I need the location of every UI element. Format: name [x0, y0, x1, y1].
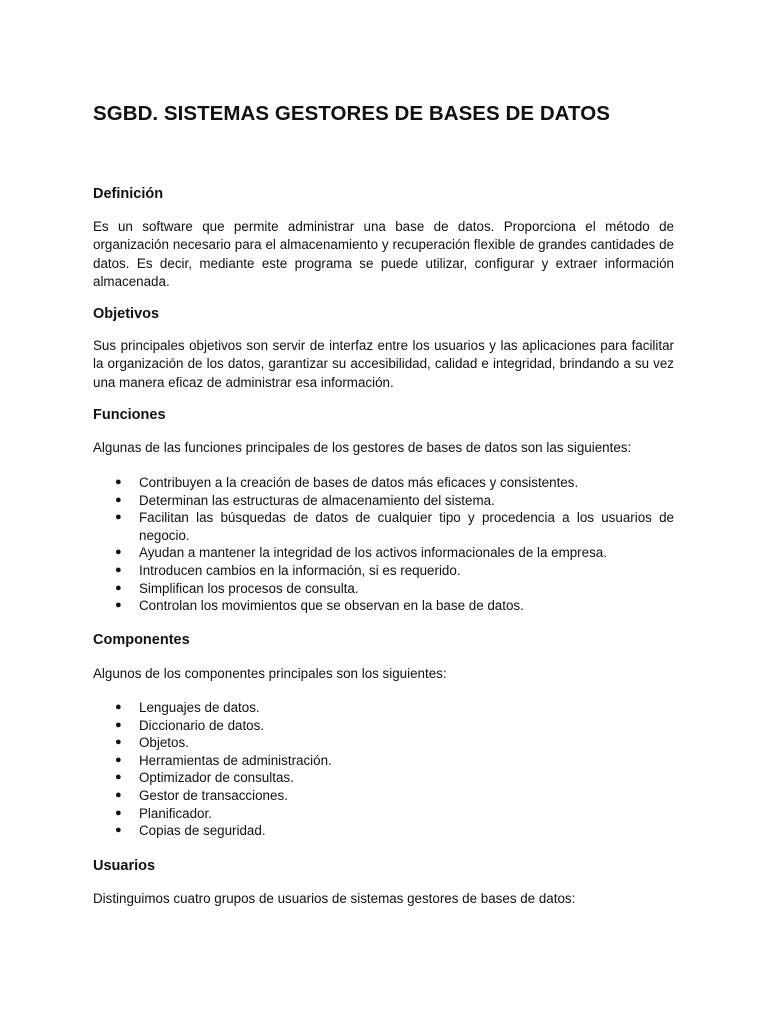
list-item — [93, 509, 674, 544]
list-item-text: Copias de seguridad. — [139, 823, 266, 839]
bullet-icon: ● — [115, 788, 122, 801]
bullet-icon: ● — [115, 824, 122, 837]
paragraph-definicion: Es un software que permite administrar una base de datos. Proporciona el método de organización necesario para el almacenamiento y recuperación flexible de grandes cantidades de datos. Es decir, mediante este programa se puede utilizar, configurar y extraer información almacenada. — [93, 219, 674, 289]
list-item — [93, 580, 674, 598]
paragraph-componentes-intro: Algunos de los componentes principales son los siguientes: — [93, 666, 447, 681]
list-item-text: Simplifican los procesos de consulta. — [139, 580, 359, 596]
list-item — [93, 492, 674, 510]
list-item — [93, 734, 674, 752]
list-componentes — [93, 699, 674, 840]
heading-funciones: Funciones — [93, 407, 166, 423]
list-item — [93, 787, 674, 805]
heading-objetivos: Objetivos — [93, 306, 160, 322]
bullet-icon: ● — [115, 599, 122, 612]
heading-usuarios: Usuarios — [93, 858, 156, 874]
bullet-icon: ● — [115, 563, 122, 576]
list-item — [93, 597, 674, 615]
list-item — [93, 752, 674, 770]
list-item-text: Herramientas de administración. — [139, 752, 332, 768]
bullet-icon: ● — [115, 493, 122, 506]
bullet-icon: ● — [115, 546, 122, 559]
list-item — [93, 699, 674, 717]
list-item-text: Controlan los movimientos que se observan en la base de datos. — [139, 598, 524, 614]
heading-definicion: Definición — [93, 186, 164, 202]
paragraph-usuarios-intro: Distinguimos cuatro grupos de usuarios de sistemas gestores de bases de datos: — [93, 891, 576, 906]
list-item-text: Ayudan a mantener la integridad de los activos informacionales de la empresa. — [139, 545, 607, 561]
heading-componentes: Componentes — [93, 632, 190, 648]
list-funciones — [93, 474, 674, 615]
document-title: SGBD. SISTEMAS GESTORES DE BASES DE DATOS — [93, 102, 610, 125]
list-item-text: Contribuyen a la creación de bases de datos más eficaces y consistentes. — [139, 475, 579, 490]
list-item — [93, 769, 674, 787]
bullet-icon: ● — [115, 511, 122, 524]
bullet-icon: ● — [115, 753, 122, 766]
bullet-icon: ● — [115, 701, 122, 713]
list-item — [93, 717, 674, 735]
list-item-text: Determinan las estructuras de almacenamiento del sistema. — [139, 492, 495, 508]
bullet-icon: ● — [115, 771, 122, 784]
list-item-text: Planificador. — [139, 805, 212, 821]
list-item — [93, 544, 674, 562]
list-item — [93, 805, 674, 823]
bullet-icon: ● — [115, 718, 122, 731]
list-item-text: Optimizador de consultas. — [139, 770, 294, 786]
list-item-text: Diccionario de datos. — [139, 717, 265, 733]
list-item-text: Objetos. — [139, 735, 189, 751]
bullet-icon: ● — [115, 806, 122, 819]
paragraph-funciones-intro: Algunas de las funciones principales de los gestores de bases de datos son las siguientes: — [93, 440, 632, 455]
list-item-text: Facilitan las búsquedas de datos de cualquier tipo y procedencia a los usuarios de negocio. — [139, 510, 674, 543]
bullet-icon: ● — [115, 581, 122, 594]
list-item-text: Introducen cambios en la información, si es requerido. — [139, 562, 461, 578]
list-item-text: Lenguajes de datos. — [139, 700, 260, 715]
list-item — [93, 822, 674, 840]
list-item-text: Gestor de transacciones. — [139, 787, 288, 803]
list-item — [93, 474, 674, 492]
bullet-icon: ● — [115, 736, 122, 749]
list-item — [93, 562, 674, 580]
bullet-icon: ● — [115, 476, 122, 488]
paragraph-objetivos: Sus principales objetivos son servir de interfaz entre los usuarios y las aplicaciones para facilitar la organización de los datos, garantizar su accesibilidad, calidad e integridad, brindando a su vez una manera eficaz de administrar esa información. — [93, 338, 674, 390]
